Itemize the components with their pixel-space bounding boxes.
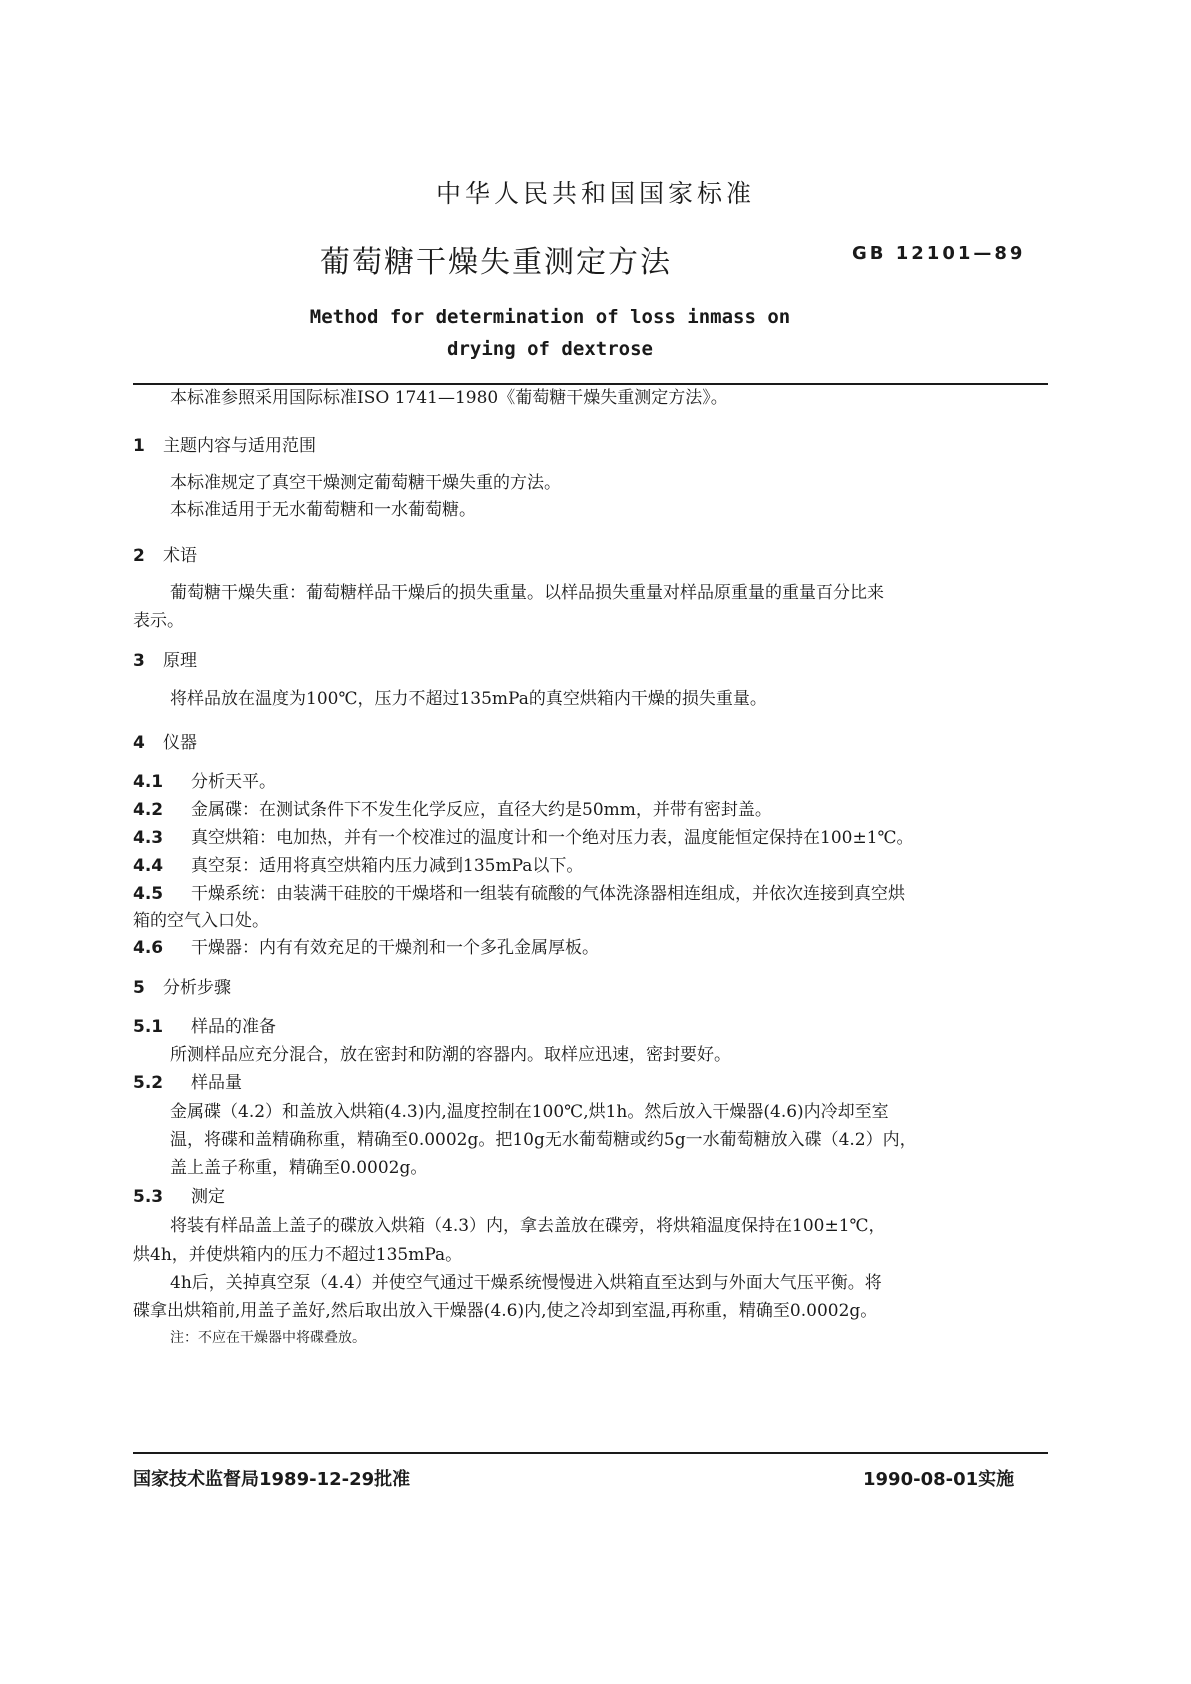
item-text: 真空烘箱：电加热，并有一个校准过的温度计和一个绝对压力表，温度能恒定保持在100±1℃。 [191,828,914,848]
document-title-en [200,301,900,365]
item-text: 真空泵：适用将真空烘箱内压力减到135mPa以下。 [191,856,584,876]
item-number: 4.2 [133,800,164,820]
item-number: 4.5 [133,884,164,904]
section-1-para-2: 本标准适用于无水葡萄糖和一水葡萄糖。 [170,500,476,520]
section-3-heading [133,646,197,671]
item-text: 金属碟：在测试条件下不发生化学反应，直径大约是50mm，并带有密封盖。 [191,800,772,820]
section-number: 4 [133,733,145,753]
item-text: 分析天平。 [191,772,276,792]
item-4-5 [133,879,905,904]
section-4-heading [133,728,197,753]
subsection-5-1-heading [133,1012,276,1037]
subsection-5-3-line-4: 碟拿出烘箱前,用盖子盖好,然后取出放入干燥器(4.6)内,使之冷却到室温,再称重，精确至0.0002g。 [133,1301,878,1321]
national-standard-heading: 中华人民共和国国家标准 [435,179,755,208]
subsection-number: 5.2 [133,1073,164,1093]
footer-divider [133,1452,1048,1454]
subsection-5-3-line-1: 将装有样品盖上盖子的碟放入烘箱（4.3）内，拿去盖放在碟旁，将烘箱温度保持在100±1℃， [170,1216,886,1236]
section-number: 2 [133,546,145,566]
item-4-1 [133,767,276,792]
subsection-5-1-para: 所测样品应充分混合，放在密封和防潮的容器内。取样应迅速，密封要好。 [170,1045,731,1065]
item-text: 干燥器：内有有效充足的干燥剂和一个多孔金属厚板。 [191,938,599,958]
section-title: 仪器 [163,733,197,753]
item-4-3 [133,823,914,848]
subsection-5-3-line-2: 烘4h，并使烘箱内的压力不超过135mPa。 [133,1245,463,1265]
subsection-5-2-heading [133,1068,242,1093]
section-number: 5 [133,978,145,998]
document-title-cn: 葡萄糖干燥失重测定方法 [320,245,672,280]
subsection-5-2-line-3: 盖上盖子称重，精确至0.0002g。 [170,1158,428,1178]
section-2-para-2: 表示。 [133,611,184,631]
subsection-5-3-line-3: 4h后，关掉真空泵（4.4）并使空气通过干燥系统慢慢进入烘箱直至达到与外面大气压平衡。将 [170,1273,882,1293]
title-en-line1: Method for determination of loss inmass on [309,306,791,328]
standard-code: GB 12101—89 [852,243,1026,264]
subsection-title: 测定 [191,1187,225,1207]
subsection-number: 5.1 [133,1017,164,1037]
item-number: 4.4 [133,856,164,876]
intro-paragraph: 本标准参照采用国际标准ISO 1741—1980《葡萄糖干燥失重测定方法》。 [170,388,728,408]
subsection-number: 5.3 [133,1187,164,1207]
section-2-para-1: 葡萄糖干燥失重：葡萄糖样品干燥后的损失重量。以样品损失重量对样品原重量的重量百分比来 [170,583,884,603]
section-title: 主题内容与适用范围 [163,436,316,456]
section-title: 分析步骤 [163,978,231,998]
subsection-title: 样品量 [191,1073,242,1093]
section-3-para-1: 将样品放在温度为100℃，压力不超过135mPa的真空烘箱内干燥的损失重量。 [170,689,767,709]
section-1-heading [133,431,316,456]
item-number: 4.6 [133,938,164,958]
section-2-heading [133,541,197,566]
item-4-2 [133,795,772,820]
item-4-5-continued: 箱的空气入口处。 [133,911,269,931]
item-text: 干燥系统：由装满干硅胶的干燥塔和一组装有硫酸的气体洗涤器相连组成，并依次连接到真空烘 [191,884,905,904]
section-number: 3 [133,651,145,671]
subsection-5-2-line-1: 金属碟（4.2）和盖放入烘箱(4.3)内,温度控制在100℃,烘1h。然后放入干燥器(4.6)内冷却至室 [170,1102,889,1122]
item-number: 4.1 [133,772,164,792]
subsection-title: 样品的准备 [191,1017,276,1037]
title-en-line2: drying of dextrose [447,338,653,360]
section-title: 术语 [163,546,197,566]
section-title: 原理 [163,651,197,671]
approval-info: 国家技术监督局1989-12-29批准 [133,1469,411,1490]
item-4-4 [133,851,583,876]
item-number: 4.3 [133,828,164,848]
item-4-6 [133,933,599,958]
note: 注：不应在干燥器中将碟叠放。 [170,1330,366,1346]
implementation-date: 1990-08-01实施 [863,1469,1015,1490]
subsection-5-3-heading [133,1182,225,1207]
subsection-5-2-line-2: 温，将碟和盖精确称重，精确至0.0002g。把10g无水葡萄糖或约5g一水葡萄糖放入碟（4.2）内， [170,1130,917,1150]
section-5-heading [133,973,231,998]
section-1-para-1: 本标准规定了真空干燥测定葡萄糖干燥失重的方法。 [170,473,561,493]
section-number: 1 [133,436,145,456]
